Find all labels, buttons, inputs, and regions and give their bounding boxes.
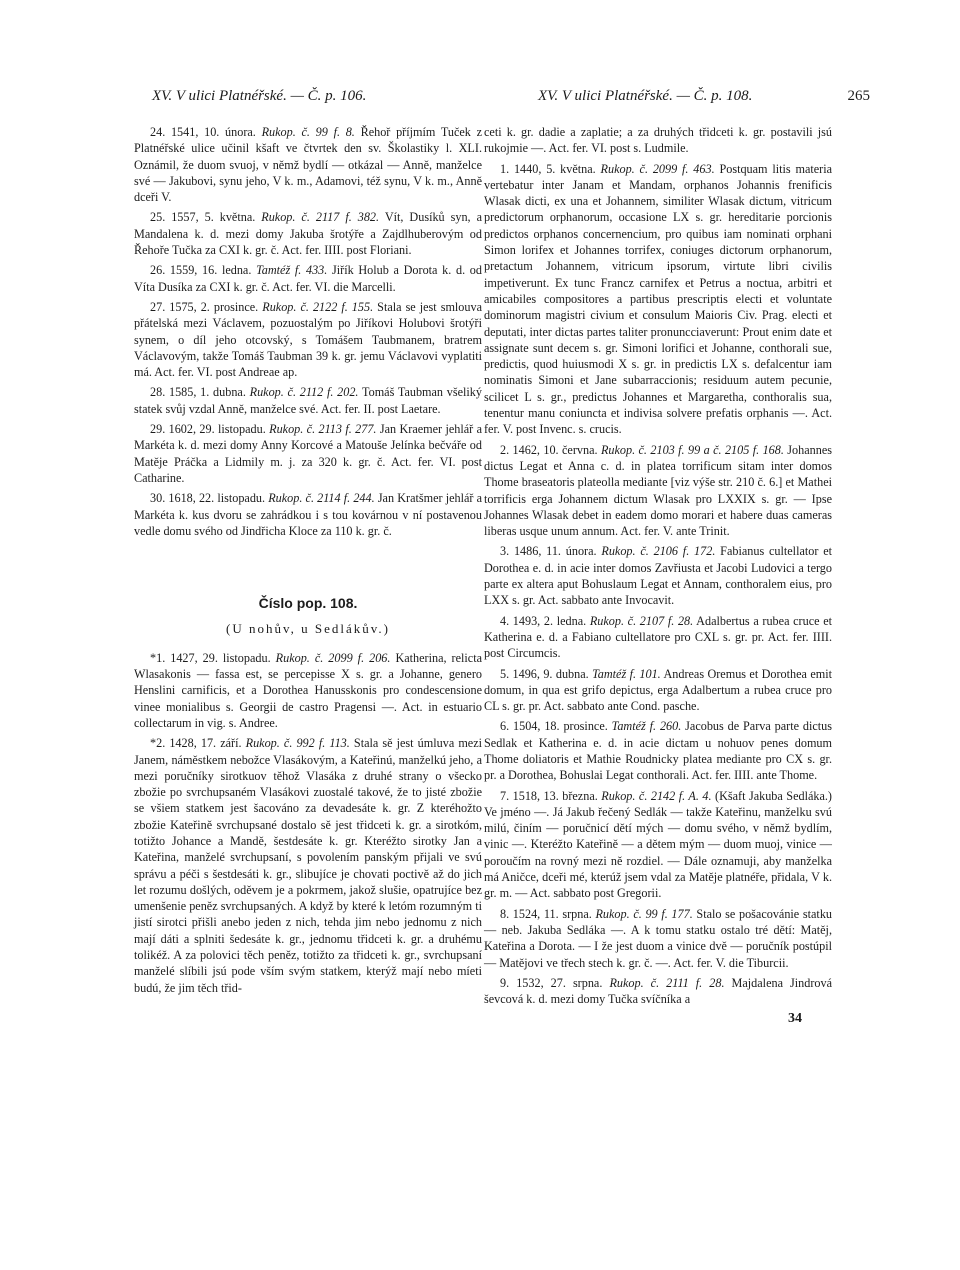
entry-text: Andreas Oremus et Dorothea emit domum, in qua est grifo depictus, erga Adalbertum a rubea cruce pro CL s. gr. pr. Act. sabbato ante Cond. pasche. [484, 666, 832, 714]
header-left-text: XV. V ulici Platnéřské. — Č. p. 106. [152, 88, 367, 104]
continuation-text: ceti k. gr. dadie a zaplatie; a za druhých třidceti k. gr. postavili jsú rukojmie —. Act. fer. VI. post s. Ludmile. [484, 125, 832, 156]
entry-head: 6. 1504, 18. prosince. [500, 719, 612, 734]
entry-text: Jan Kraemer jehlář a Markéta k. d. mezi domy Anny Korcové a Matouše Jelínka bečváře od Matěje Práčka a Lidmily m. j. za 320 k. gr. č. Act. fer. VI. post Catharine. [134, 422, 482, 485]
entry [484, 543, 832, 608]
entry [484, 161, 832, 438]
entry-head: 28. 1585, 1. dubna. [150, 385, 250, 400]
entry-head: 8. 1524, 11. srpna. [500, 906, 596, 921]
entry [134, 490, 482, 539]
printer-signature: 34 [788, 1011, 802, 1027]
entry-head: 27. 1575, 2. prosince. [150, 299, 263, 314]
entry-text: Stala se jest smlouva přátelská mezi Václavem, pozuostalým po Jiříkovi Holubovi šrotýři synem, o díl jeho otcovský, s Tomášem Taubmanem, bratrem Václavovým, takže Tomáš Taubman 39 k. gr. jemu Václavovi vyplatiti má. Act. fer. VI. post Andreae ap. [134, 299, 482, 380]
entry-text: Tomáš Taubman všeliký statek svůj vzdal Anně, manželce své. Act. fer. II. post Laetare. [134, 385, 482, 416]
entry [484, 906, 832, 971]
entry-reference: Rukop. č. 2142 f. A. 4. [601, 788, 712, 803]
right-column [484, 124, 832, 1028]
entry [134, 735, 482, 996]
entry-text: Řehoř příjmím Tuček z Platnéřské ulice učinil kšaft ve čtvrtek den sv. Školastiky l. XLI. Oznámil, že duom svuoj, v němž bydlí — otkázal — Anně, manželce své — Jakubovi, synu jeho, V k. m., Adamovi, též synu, V k. m., Anně dceři V. [134, 125, 483, 205]
header-right-text: XV. V ulici Platnéřské. — Č. p. 108. [538, 88, 753, 104]
entry-reference: Tamtéž f. 433. [256, 263, 328, 278]
entry-text: (Kšaft Jakuba Sedláka.) Ve jméno —. Já Jakub řečený Sedlák — takže Kateřinu, manželku svú milú, činím — poručnicí dětí mých — domu svého, v němž bydlím, vinic —. Kteréžto Kateřině — a dětem mým — duom muoj, vinice — poroučím na rovný mezi ně rozdiel. — Dále oznamuji, aby manželka má Aničce, dceři mé, kterúž jsem vdal za Matěje platnéře, přidala, V k. gr. m. — Act. sabbato post Gregorii. [484, 788, 832, 901]
entry-head: 25. 1557, 5. května. [150, 210, 262, 225]
entry [134, 124, 482, 205]
entry-reference: Rukop. č. 2099 f. 463. [600, 161, 715, 176]
entry-text: Johannes dictus Legat et Anna c. d. in platea torrificum sitam inter domos Thome braseatoris plateolla mediante [viz výše str. 210 č. 6.] et Mathei torrificis erga Johannem dictum Wlasak pro LXXIX s. gr. — Ipse Johannes Wlasak debet in eadem domo morari et habere duas cameras liberas usque unum annum. Act. fer. V. ante Trinit. [484, 442, 832, 539]
entry-reference: Rukop. č. 2099 f. 206. [275, 650, 391, 665]
entry-text: Stala sě jest úmluva mezi Janem, náměstkem nebožce Vlasákovým, a Kateřinú, manželkú jeho, a mezi poručníky sirotkuov těhož Vlasáka z druhé strany o všecko zbožie po svrchupsaném Vlasákovi zuostalé takové, že to jisté zbožie se všiem statkem jest šacováno za devadesáte k. gr. Z kteréhožto zbožie Kateřině svrchupsané dostalo sě jest třidceti k. gr. a sirotkóm, totižto Johance a Mandě, šestdesáte k. gr. Kteréžto sirotky Jan a Kateřina, manželé svrchupsaní, s povolením panským přijali ve svú správu a péči s šestdesáti k. gr., slibujíce je chovati poctivě až do jich let rozumu došlých, oděvem je a pokrmem, jakož slušie, opatrujíce bez umenšenie peněz svrchupsaných. A když by které k letóm rozumným ti jistí sirotci přišli anebo jeden z nich, tehda jim nebo jednomu z nich mají dáti a splniti šedesáte k. gr., jednomu třidceti k. gr. a druhému tolikéž. A za polovici těch peněz, totižto za třidceti k. gr., svrchupsaní manželé slíbili jsú pode vším svým statkem, kterýž mají nebo míeti budú, že jim těch třid- [134, 736, 483, 995]
entry [484, 442, 832, 540]
entry-reference: Rukop. č. 2114 f. 244. [268, 491, 375, 506]
entry-head: 9. 1532, 27. srpna. [500, 975, 610, 990]
entry-text: Fabianus cultellator et Dorothea e. d. in acie inter domos Zavřiusta et Jacobi Ludovici a tergo parte ex altera aput Bohuslaum Legat et Annam, conthoralem eius, pro LXX s. gr. Act. sabbato ante Invocavit. [484, 544, 832, 608]
entry-head: 1. 1440, 5. května. [500, 161, 601, 176]
entry-head: 24. 1541, 10. února. [150, 125, 262, 139]
entry [134, 299, 482, 380]
section-subtitle: (U nohův, u Sedlákův.) [226, 621, 390, 637]
entry [134, 650, 482, 731]
entry-head: *2. 1428, 17. září. [150, 736, 246, 751]
entry-head: 7. 1518, 13. března. [500, 788, 602, 803]
entry [484, 613, 832, 662]
entry-head: 26. 1559, 16. ledna. [150, 263, 257, 278]
entry-reference: Rukop. č. 2111 f. 28. [609, 975, 725, 990]
entry-text: Adalbertus a rubea cruce et Katherina e. d. a Fabiano cultellatore pro CXL s. gr. pr. Act. fer. IIII. post Circumcis. [484, 613, 832, 661]
entry-head: 30. 1618, 22. listopadu. [150, 491, 269, 506]
entry-head: 3. 1486, 11. února. [500, 544, 602, 559]
entry-head: 29. 1602, 29. listopadu. [150, 422, 270, 437]
entry-text: Jacobus de Parva parte dictus Sedlak et Katherina e. d. in acie dictam u nohuov penes domum Thome doliatoris et Mathie Roudnicky platea mediante pro CX s. gr. pr. a Dorothea, Bohuslai Legat conthorali. Act. fer. IIII. ante Thome. [484, 719, 832, 783]
entry-reference: Tamtéž f. 260. [611, 719, 682, 734]
entry-reference: Rukop. č. 2113 f. 277. [269, 422, 377, 437]
entry-text: Stalo se pošacovánie statku — neb. Jakuba Sedláka —. A k tomu statku ostalo tré dětí: Matěj, Kateřina a Dorota. — I že jest duom a vinice dvě — poručník postúpil — Matějovi ve třech stech k. gr. č. —. Act. fer. V. die Tiburcii. [484, 906, 833, 970]
right-entries [484, 161, 832, 1008]
entry [134, 421, 482, 486]
entry-reference: Rukop. č. 992 f. 113. [245, 736, 350, 751]
running-header-left [152, 88, 366, 105]
section-title: Číslo pop. 108. [258, 595, 358, 612]
entry-reference: Tamtéž f. 101. [592, 666, 661, 681]
entry-text: Jiřík Holub a Dorota k. d. od Víta Dusíka za CXI k. gr. č. Act. fer. VI. die Marcelli. [134, 263, 482, 294]
entry-reference: Rukop. č. 2106 f. 172. [601, 544, 716, 559]
entry [134, 384, 482, 417]
entry-text: Jan Kratšmer jehlář a Markéta k. kus dvoru se zahrádkou i s tou kovárnou v ní postavenou vedle domu svého od Jindřicha Kloce za 110 k. gr. č. [134, 491, 482, 538]
page-number: 265 [847, 88, 870, 104]
entry-text: Vít, Dusíků syn, a Mandalena k. d. mezi domy Jakuba šrotýře a Zajdlhuberovým od Řehoře Tučka za CXI k. gr. č. Act. fer. IIII. post Floriani. [134, 210, 482, 258]
entry-reference: Rukop. č. 99 f. 177. [595, 906, 693, 921]
entry-reference: Rukop. č. 2103 f. 99 a č. 2105 f. 168. [600, 442, 784, 457]
entry [484, 788, 832, 902]
entry-head: 5. 1496, 9. dubna. [500, 666, 593, 681]
entry [134, 209, 482, 258]
entry [484, 666, 832, 715]
left-entries-108 [134, 650, 482, 996]
entry [134, 262, 482, 295]
entry-reference: Rukop. č. 2107 f. 28. [589, 613, 694, 628]
entry-reference: Rukop. č. 99 f. 8. [261, 125, 355, 139]
entry-head: 2. 1462, 10. června. [500, 442, 601, 457]
entry [484, 718, 832, 783]
entry-text: Majdalena Jindrová ševcová k. d. mezi domy Tučka svíčníka a [484, 975, 832, 1007]
entry-text: Postquam litis materia vertebatur inter Janam et Mandam, orphanos Johannis frenificis Wlasak dicti, ex una et Johannem, similiter Wlasak dictum, vitricum predictorum orphanorum, occasione LX s. gr. hereditarie porcionis predictos orphanos concernencium, pro quibus iam nominati orphani Simon lorifex et Johannes torrifex, coniuges dictorum orphanorum, pretactum Johannem, vitricum ipsorum, virtute libri civilis impetiverunt. Ex tunc Francz carnifex et Petrus a noctua, arbitri et amicabiles compositores a partibus prescriptis electi et voluntate dominorum magistri civium et consulum Maioris Civ. Prag. electi et deputati, inter dictas partes taliter pronuncciaverunt: Prout enim date et assignate sunt decem s. gr. Simoni lorifici et Johanne, conthorali sue, predictis, quod huiusmodi X s. gr. in predictis LX s. defalcentur iam nominatis Simoni et Jane subarraccionis; residuum autem pecunie, scilicet L s. gr., predictus Johannes et Margaretha, conthoralis sua, tenentur manu coniuncta et indivisa solvere prefatis orphanis —. Act. fer. V. post Invenc. s. crucis. [484, 161, 833, 437]
entry-text: Katherina, relicta Wlasakonis — fassa est, se percepisse X s. gr. a Johanne, genero Henslini carnificis, et a Dorothea Hanusskonis pro condescensione vinee monialibus s. Georgii de castro Pragensi —. Act. in estuario collectarum in vig. s. Andree. [134, 650, 483, 730]
left-column [134, 124, 482, 1000]
entry [484, 975, 832, 1008]
entry-head: *1. 1427, 29. listopadu. [150, 650, 276, 665]
entry-reference: Rukop. č. 2112 f. 202. [249, 385, 359, 400]
entry-head: 4. 1493, 2. ledna. [500, 613, 590, 628]
entry-reference: Rukop. č. 2122 f. 155. [262, 299, 374, 314]
left-entries [134, 124, 482, 539]
running-header-right [538, 88, 870, 105]
entry-reference: Rukop. č. 2117 f. 382. [261, 210, 380, 225]
